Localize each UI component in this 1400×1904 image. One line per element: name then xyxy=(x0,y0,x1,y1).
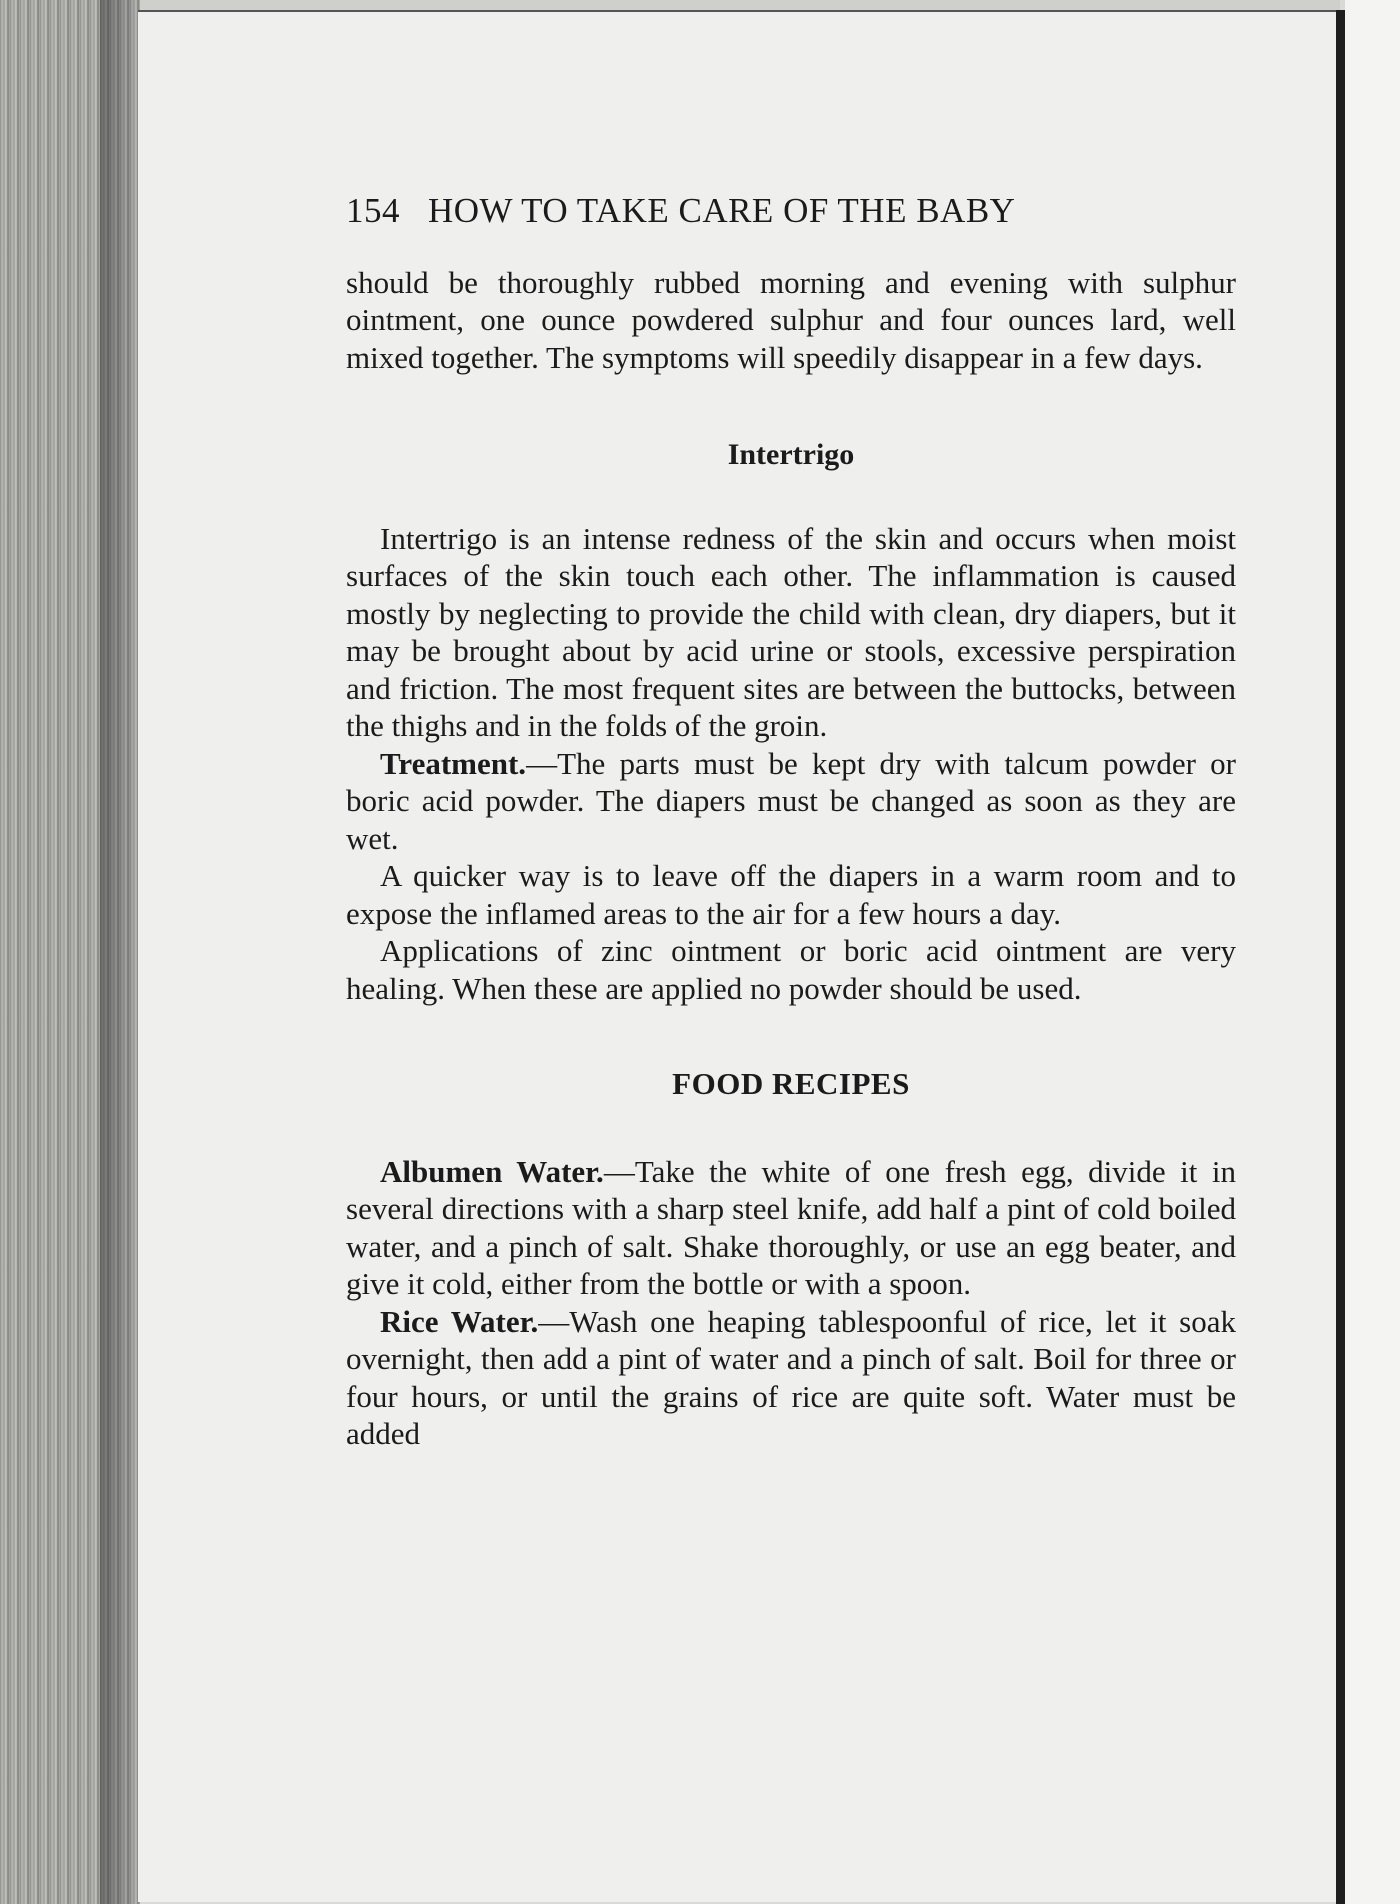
gutter-shadow xyxy=(100,0,140,1904)
albumen-water-text: —Take the white of one fresh egg, divide it in several directions with a sharp steel knife, add half a pint of cold boiled water, and a pinch of salt. Shake thoroughly, or use an egg beater, and give it cold, either from the bottle or with a spoon. xyxy=(346,1153,1236,1301)
food-recipes-heading: FOOD RECIPES xyxy=(672,1066,910,1101)
right-margin xyxy=(1345,0,1400,1904)
top-edge xyxy=(0,0,1340,10)
running-title: HOW TO TAKE CARE OF THE BABY xyxy=(428,191,1016,230)
intertrigo-paragraph: Intertrigo is an intense redness of the skin and occurs when moist surfaces of the skin touch each other. The inflammation is caused mostly by neglecting to provide the child with clean, dry diapers, but it may be brought about by acid urine or stools, excessive perspiration and friction. The most frequent sites are between the buttocks, between the thighs and in the folds of the groin. xyxy=(346,520,1236,743)
rice-water-label: Rice Water. xyxy=(380,1303,539,1339)
treatment-paragraph xyxy=(346,745,1236,858)
applications-paragraph: Applications of zinc ointment or boric acid ointment are very healing. When these are applied no powder should be used. xyxy=(346,933,1236,1006)
quicker-way-paragraph: A quicker way is to leave off the diapers in a warm room and to expose the inflamed areas to the air for a few hours a day. xyxy=(346,858,1236,931)
treatment-text: —The parts must be kept dry with talcum powder or boric acid powder. The diapers must be changed as soon as they are wet. xyxy=(346,745,1236,856)
intertrigo-heading: Intertrigo xyxy=(727,438,855,471)
albumen-water-paragraph xyxy=(346,1153,1236,1303)
page-number: 154 xyxy=(346,191,400,230)
rice-water-paragraph xyxy=(346,1303,1236,1453)
page-content xyxy=(346,192,1236,1453)
treatment-label: Treatment. xyxy=(380,745,527,781)
rice-water-text: —Wash one heaping tablespoonful of rice, let it soak overnight, then add a pint of water and a pinch of salt. Boil for three or four hours, or until the grains of rice are quite soft. Water must be added xyxy=(346,1303,1237,1451)
right-page-border xyxy=(1336,10,1345,1904)
opening-paragraph: should be thoroughly rubbed morning and evening with sulphur ointment, one ounce powdered sulphur and four ounces lard, well mixed together. The symptoms will speedily disappear in a few days. xyxy=(346,264,1236,375)
albumen-water-label: Albumen Water. xyxy=(380,1153,604,1189)
running-header xyxy=(346,192,1236,230)
